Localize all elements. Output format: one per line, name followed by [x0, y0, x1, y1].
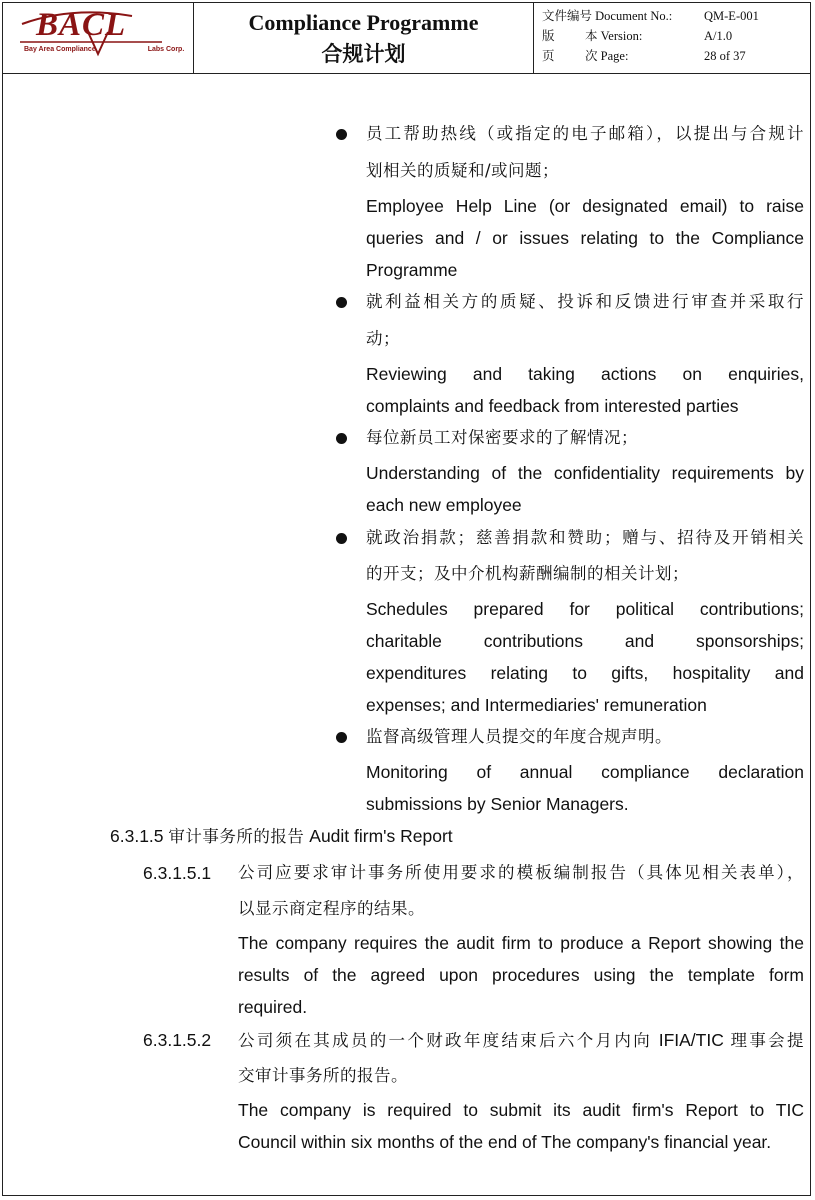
bullet-1-cn-line2: 划相关的质疑和/或问题； — [366, 161, 560, 180]
item-number: 6.3.1.5.2 — [143, 1030, 212, 1050]
bullet-2-en-line2: complaints and feedback from interested parties — [366, 396, 739, 416]
logo-sub-right: Labs Corp. — [147, 46, 185, 53]
page-number: 28 of 37 — [704, 49, 746, 63]
item-2-en-line2: Council within six months of the end of The company's financial year. — [238, 1132, 772, 1152]
page-label-cn2: 次 — [585, 48, 598, 63]
document-title — [194, 2, 534, 74]
bullet-icon — [336, 297, 347, 308]
logo-subtitle — [24, 46, 184, 53]
item-1-en-line1: The company requires the audit firm to produce a Report showing the — [238, 933, 804, 953]
item-2-cn-line2: 交审计事务所的报告。 — [238, 1066, 408, 1085]
version-row — [542, 26, 802, 46]
bullet-3-en-line1: Understanding of the confidentiality requirements by — [366, 463, 804, 483]
page-label-cn1: 页 — [542, 48, 555, 63]
version-label-en: Version: — [600, 29, 643, 43]
section-heading — [110, 820, 710, 853]
item-2-cn-line1: 公司须在其成员的一个财政年度结束后六个月内向 IFIA/TIC 理事会提 — [238, 1030, 804, 1050]
bullet-1-en-line1: Employee Help Line (or designated email) to raise — [366, 196, 804, 216]
bullet-4-cn-line1: 就政治捐款；慈善捐款和赞助；赠与、招待及开销相关 — [366, 528, 804, 547]
bullet-5-en-line1: Monitoring of annual compliance declaration — [366, 762, 804, 782]
bullet-4-en-line2: charitable contributions and sponsorships; — [366, 631, 804, 651]
item-number: 6.3.1.5.1 — [143, 863, 212, 883]
logo-sub-left: Bay Area Compliance — [24, 46, 96, 53]
bullet-4-en-line3: expenditures relating to gifts, hospitality and — [366, 663, 804, 683]
company-logo — [2, 2, 194, 74]
section-title-cn: 审计事务所的报告 — [168, 827, 305, 846]
item-1-cn-line2: 以显示商定程序的结果。 — [238, 899, 425, 918]
bullet-2-cn-line2: 动； — [366, 329, 400, 348]
bullet-3-cn-line1: 每位新员工对保密要求的了解情况； — [366, 428, 638, 447]
doc-no-label-cn: 文件编号 — [542, 8, 593, 23]
doc-number-row — [542, 6, 802, 26]
item-1-en-line2: results of the agreed upon procedures using the template form — [238, 965, 804, 985]
version-value: A/1.0 — [704, 29, 733, 43]
bullet-2-cn-line1: 就利益相关方的质疑、投诉和反馈进行审查并采取行 — [366, 292, 804, 311]
bullet-1-cn-line1: 员工帮助热线（或指定的电子邮箱），以提出与合规计 — [366, 124, 804, 143]
document-header — [2, 2, 811, 74]
section-number: 6.3.1.5 — [110, 826, 164, 846]
bullet-icon — [336, 732, 347, 743]
doc-no-label-en: Document No.: — [595, 9, 673, 23]
bullet-4-en-line1: Schedules prepared for political contributions; — [366, 599, 804, 619]
bullet-icon — [336, 433, 347, 444]
logo-text: BACL — [36, 7, 127, 43]
bullet-icon — [336, 533, 347, 544]
item-1-en-line3: required. — [238, 997, 308, 1017]
doc-number: QM-E-001 — [704, 9, 759, 23]
document-meta — [542, 6, 802, 66]
page-row — [542, 46, 802, 66]
bullet-5-en-line2: submissions by Senior Managers. — [366, 794, 629, 814]
bullet-3-en-line2: each new employee — [366, 495, 522, 515]
title-english: Compliance Programme — [248, 10, 479, 35]
bullet-4-cn-line2: 的开支；及中介机构薪酬编制的相关计划； — [366, 564, 689, 583]
item-2-en-line1: The company is required to submit its audit firm's Report to TIC — [238, 1100, 804, 1120]
version-label-cn2: 本 — [585, 28, 598, 43]
bullet-icon — [336, 129, 347, 140]
title-chinese: 合规计划 — [321, 41, 406, 66]
bullet-2-en-line1: Reviewing and taking actions on enquiries, — [366, 364, 804, 384]
version-label-cn1: 版 — [542, 28, 555, 43]
bullet-1-en-line3: Programme — [366, 260, 458, 280]
page-label-en: Page: — [600, 49, 629, 63]
section-title-en: Audit firm's Report — [309, 826, 453, 846]
item-1-cn-line1: 公司应要求审计事务所使用要求的模板编制报告（具体见相关表单）， — [238, 863, 804, 882]
bullet-5-cn-line1: 监督高级管理人员提交的年度合规声明。 — [366, 727, 672, 746]
bullet-1-en-line2: queries and / or issues relating to the Compliance — [366, 228, 804, 248]
bullet-4-en-line4: expenses; and Intermediaries' remuneration — [366, 695, 707, 715]
